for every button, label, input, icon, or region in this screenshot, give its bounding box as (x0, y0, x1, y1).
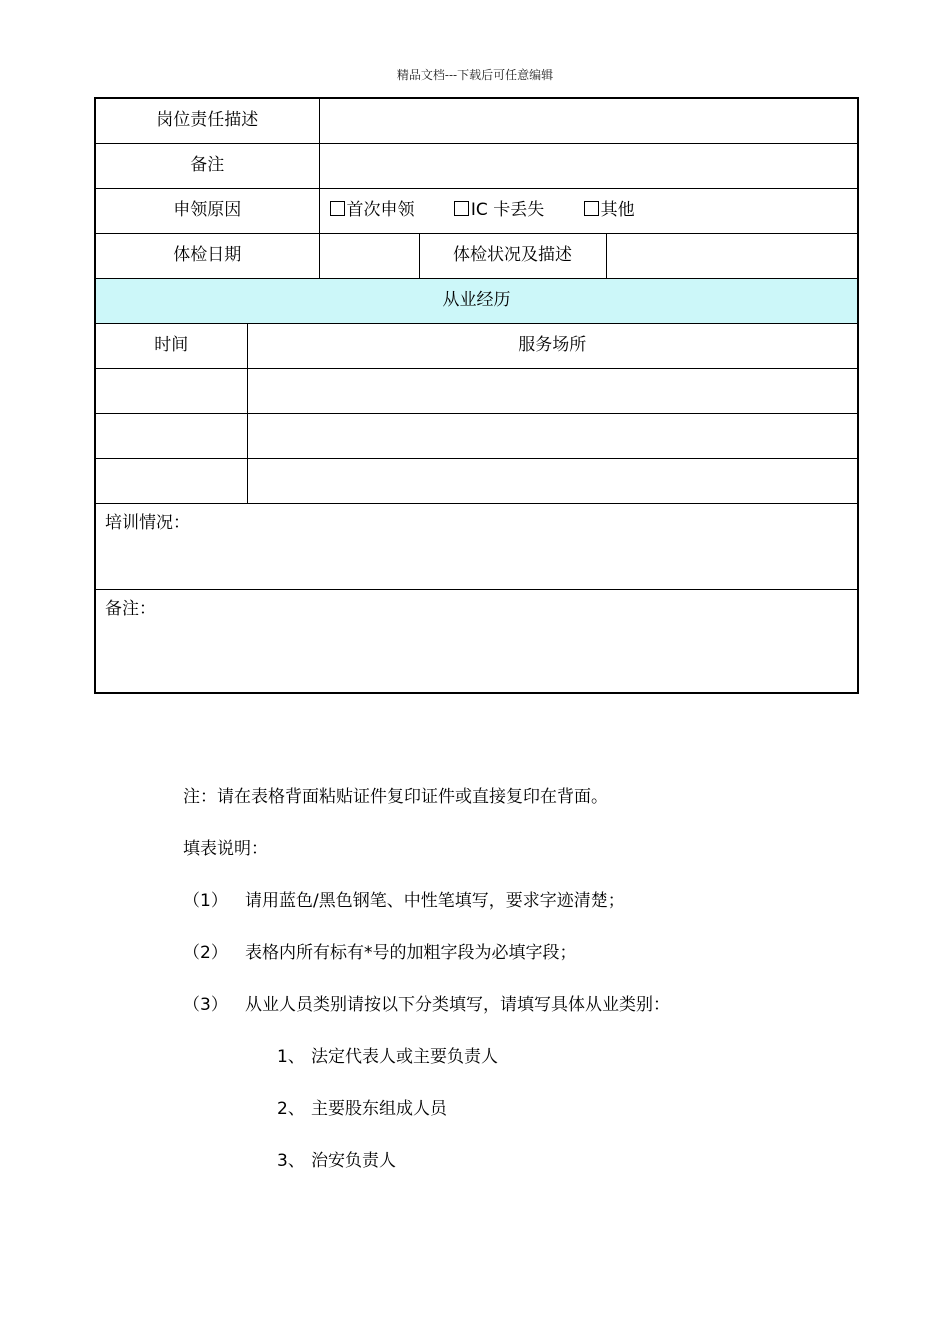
label-exam-status: 体检状况及描述 (419, 233, 606, 278)
section-work-experience: 从业经历 (95, 278, 858, 323)
instructions-title: 填表说明： (183, 839, 268, 859)
field-remark[interactable] (319, 143, 858, 188)
label-duty-description: 岗位责任描述 (95, 98, 319, 143)
checkbox-icon[interactable] (454, 201, 469, 216)
label-exam-date: 体检日期 (95, 233, 319, 278)
cell-place-2[interactable] (247, 413, 858, 458)
label-apply-reason: 申领原因 (95, 188, 319, 233)
checkbox-icon[interactable] (584, 201, 599, 216)
note-text: 注：请在表格背面粘贴证件复印证件或直接复印在背面。 (183, 787, 608, 807)
field-duty-description[interactable] (319, 98, 858, 143)
reason-option-lost-card[interactable]: IC 卡丢失 (454, 195, 544, 220)
instruction-item: （1） 请用蓝色/黑色钢笔、中性笔填写，要求字迹清楚； (183, 891, 625, 911)
page-header: 精品文档---下载后可任意编辑 (396, 68, 554, 82)
reason-option-other[interactable]: 其他 (584, 195, 635, 220)
cell-time-3[interactable] (95, 458, 247, 503)
cell-time-2[interactable] (95, 413, 247, 458)
category-item: 3、 治安负责人 (277, 1151, 396, 1171)
header-service-place: 服务场所 (247, 323, 858, 368)
instruction-item: （2） 表格内所有标有*号的加粗字段为必填字段； (183, 943, 577, 963)
reason-option-first[interactable]: 首次申领 (330, 195, 415, 220)
field-apply-reason (319, 188, 858, 233)
field-exam-date[interactable] (319, 233, 419, 278)
application-form-table (94, 97, 859, 694)
label-remark: 备注 (95, 143, 319, 188)
cell-place-1[interactable] (247, 368, 858, 413)
notes-section (183, 784, 863, 1200)
header-time: 时间 (95, 323, 247, 368)
category-item: 1、 法定代表人或主要负责人 (277, 1047, 498, 1067)
cell-time-1[interactable] (95, 368, 247, 413)
field-training[interactable]: 培训情况： (95, 503, 858, 589)
cell-place-3[interactable] (247, 458, 858, 503)
checkbox-icon[interactable] (330, 201, 345, 216)
field-exam-status[interactable] (606, 233, 858, 278)
field-remark-2[interactable]: 备注： (95, 589, 858, 693)
category-item: 2、 主要股东组成人员 (277, 1099, 447, 1119)
instruction-item: （3） 从业人员类别请按以下分类填写，请填写具体从业类别： (183, 995, 670, 1015)
